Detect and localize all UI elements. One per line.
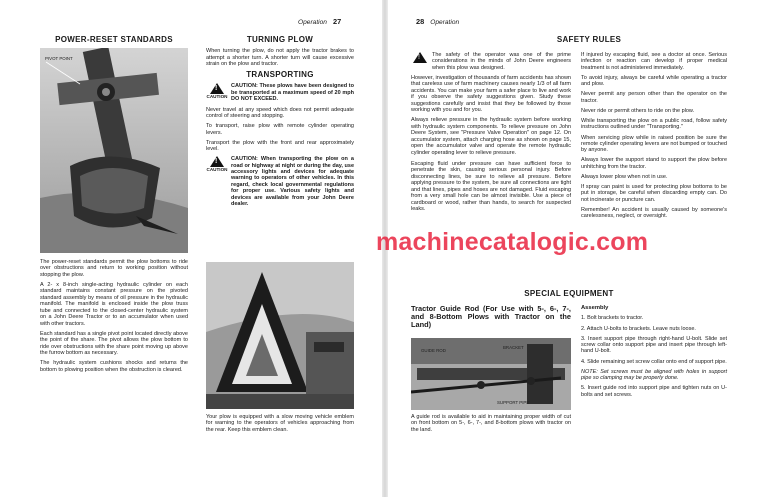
safety-transport-paragraph: While transporting the plow on a public road, follow safety instructions outlined under "Transporting." <box>581 118 727 131</box>
left-column-1 <box>40 37 188 48</box>
guide-rod-block <box>411 305 571 334</box>
smv-caption-block <box>206 414 354 437</box>
power-reset-paragraph-4: The hydraulic system cushions shocks and returns the bottom to plowing position when the obstruction is cleared. <box>40 360 188 373</box>
smv-caption: Your plow is equipped with a slow moving vehicle emblem for warning to the operators of vehicles approaching from the rear. Keep this emblem clean. <box>206 414 354 433</box>
left-page-header <box>298 17 341 26</box>
caution-block-speed <box>206 83 354 102</box>
safety-paragraph-4: Escaping fluid under pressure can have sufficient force to penetrate the skin, causing serious personal injury. Before disconnecting lines, be sure to relieve all pressure. Before applying pressure to the system, be sure all connections are tight and that lines, pipes and hoses are not damaged. Fluid escaping from a very small hole can be almost invisible. Use a piece of cardboard or wood, rather than hands, to search for suspected leaks. <box>411 160 571 213</box>
safety-intro <box>411 52 571 75</box>
special-equipment-heading-block <box>411 291 727 302</box>
caution-block-lights <box>206 156 354 208</box>
safety-paragraph-3: Always relieve pressure in the hydraulic system before working with hydraulic system components. To relieve pressure on John Deere System, see "Pressure Valve Operation" on page 12. On accumulator system, attach charging hose as shown on page 15, open the accumulator valve and operate the remote hydraulic cylinder operating lever to relieve pressure. <box>411 117 571 156</box>
smv-emblem-illustration <box>206 262 354 409</box>
power-reset-paragraph-2: A 2- x 8-inch single-acting hydraulic cylinder on each standard maintains constant pressure on the pivoted standard assembly by means of oil pressure in the hydraulic manifold. The manifold is enclosed inside the plow truss tube and connected to the closed-center hydraulic system on a John Deere Tractor or to an accumulator when used with other tractors. <box>40 281 188 327</box>
right-header-section: Operation <box>430 19 460 26</box>
guide-rod-label: GUIDE ROD <box>421 348 446 353</box>
guide-rod-caption-block <box>411 414 571 437</box>
safety-heading-block <box>534 37 644 48</box>
assembly-step-2: 2. Attach U-bolts to brackets. Leave nuts loose. <box>581 325 696 332</box>
caution-icon-label: CAUTION <box>206 167 228 173</box>
assembly-note: NOTE: Set screws must be aligned with holes in support pipe so clamping may be properly done. <box>581 368 727 381</box>
turning-plow-paragraph: When turning the plow, do not apply the tractor brakes to attempt a shorter turn. A shorter turn will cause excessive strain on the plow and tractor. <box>206 48 354 68</box>
safety-spray-paint-paragraph: If spray can paint is used for protecting plow bottoms to be put in storage, be careful when discarding empty can. Do not incinerate or puncture can. <box>581 184 727 203</box>
caution-icon-label: CAUTION <box>206 94 228 100</box>
left-page-number: 27 <box>332 17 342 26</box>
plow-standard-photo <box>40 48 188 253</box>
safety-remember-paragraph: Remember! An accident is usually caused by someone's carelessness, neglect, or oversight. <box>581 206 727 220</box>
smv-emblem-photo <box>206 262 354 409</box>
safety-no-ride-plow-paragraph: Never ride or permit others to ride on the plow. <box>581 107 695 114</box>
safety-injury-paragraph: If injured by escaping fluid, see a doctor at once. Serious infection or reaction can develop if proper medical treatment is not administered immediately. <box>581 52 727 71</box>
assembly-title: Assembly <box>581 305 609 311</box>
assembly-block <box>581 305 727 402</box>
safety-paragraph-1: The safety of the operator was one of the prime considerations in the minds of John Deere engineers when this plow was designed. <box>432 52 571 71</box>
left-column-1-text <box>40 259 188 377</box>
caution-speed-text: CAUTION: These plows have been designed to be transported at a maximum speed of 20 mph DO NOT EXCEED. <box>231 83 354 103</box>
bracket-label: BRACKET <box>503 345 524 350</box>
safety-servicing-paragraph: When servicing plow while in raised position be sure the remote cylinder operating levers are not bumped or touched by anyone. <box>581 134 727 154</box>
level-transport-paragraph: Transport the plow with the front and rear approximately level. <box>206 139 354 153</box>
caution-lights-text: CAUTION: When transporting the plow on a road or highway at night or during the day, use accessory lights and devices for adequate warning to operators of other vehicles. In this regard, check local governmental regulations for proper use. Various safety lights and devices are available from your John Deere dealer. <box>231 156 354 208</box>
right-page-number: 28 <box>416 17 425 26</box>
safety-no-riders-paragraph: Never permit any person other than the operator on the tractor. <box>581 91 727 104</box>
safety-rules-heading: SAFETY RULES <box>556 35 622 44</box>
left-column-2 <box>206 37 354 212</box>
guide-rod-subheading: Tractor Guide Rod (For Use with 5-, 6-, 7-, and 8-Bottom Plows with Tractor on the Land) <box>411 304 571 330</box>
safety-paragraph-2: However, investigation of thousands of farm accidents has shown that careless use of farm machinery causes nearly 1/3 of all farm accidents. You can make your farm a safer place to live and work if you observe the safety suggestions given. Study these suggestions carefully and insist that they be followed by those working with you and for you. <box>411 74 571 114</box>
plow-standard-illustration <box>40 48 188 253</box>
turning-plow-heading: TURNING PLOW <box>246 35 314 44</box>
special-equipment-heading: SPECIAL EQUIPMENT <box>524 289 614 298</box>
guide-rod-illustration <box>411 338 571 410</box>
caution-icon: ! CAUTION <box>206 85 228 100</box>
safety-support-stand-paragraph: Always lower the support stand to support the plow before unhitching from the tractor. <box>581 157 727 170</box>
caution-icon: ! CAUTION <box>206 158 228 173</box>
power-reset-heading: POWER-RESET STANDARDS <box>55 35 173 44</box>
safety-careful-paragraph: To avoid injury, always be careful while operating a tractor and plow. <box>581 74 727 88</box>
support-pipe-label: SUPPORT PIPE <box>497 400 530 405</box>
left-header-section: Operation <box>298 19 327 26</box>
right-page-header <box>416 17 459 26</box>
guide-rod-photo <box>411 338 571 410</box>
power-reset-paragraph-3: Each standard has a single pivot point located directly above the point of the share. The pivot allows the plow bottom to ride over obstructions with the share point moving up above the furrow bottom as necessary. <box>40 330 188 357</box>
power-reset-paragraph-1: The power-reset standards permit the plow bottoms to ride over obstructions and return to working position without stopping the plow. <box>40 259 188 278</box>
assembly-step-1: 1. Bolt brackets to tractor. <box>581 315 644 322</box>
watermark: machinecatalogic.com <box>376 228 649 256</box>
guide-rod-caption: A guide rod is available to aid in maintaining proper width of cut on front bottom on 5-, 6-, 7-, and 8-bottom plows with tractor on the land. <box>411 414 571 433</box>
speed-control-paragraph: Never travel at any speed which does not permit adequate control of steering and stopping. <box>206 106 354 120</box>
safety-alert-icon: ! <box>411 52 429 75</box>
pivot-point-label: PIVOT POINT <box>45 56 73 61</box>
right-column-2 <box>581 52 727 223</box>
assembly-step-5: 5. Insert guide rod into support pipe and tighten nuts on U-bolts and set screws. <box>581 385 727 398</box>
right-column-1 <box>411 52 571 216</box>
safety-lower-plow-paragraph: Always lower plow when not in use. <box>581 173 668 180</box>
assembly-step-4: 4. Slide remaining set screw collar onto end of support pipe. <box>581 358 727 365</box>
raise-plow-paragraph: To transport, raise plow with remote cylinder operating levers. <box>206 123 354 136</box>
assembly-step-3: 3. Insert support pipe through right-hand U-bolt. Slide set screw collar onto support pipe and insert pipe through left-hand U-bolt. <box>581 335 727 355</box>
transporting-heading: TRANSPORTING <box>246 69 314 79</box>
